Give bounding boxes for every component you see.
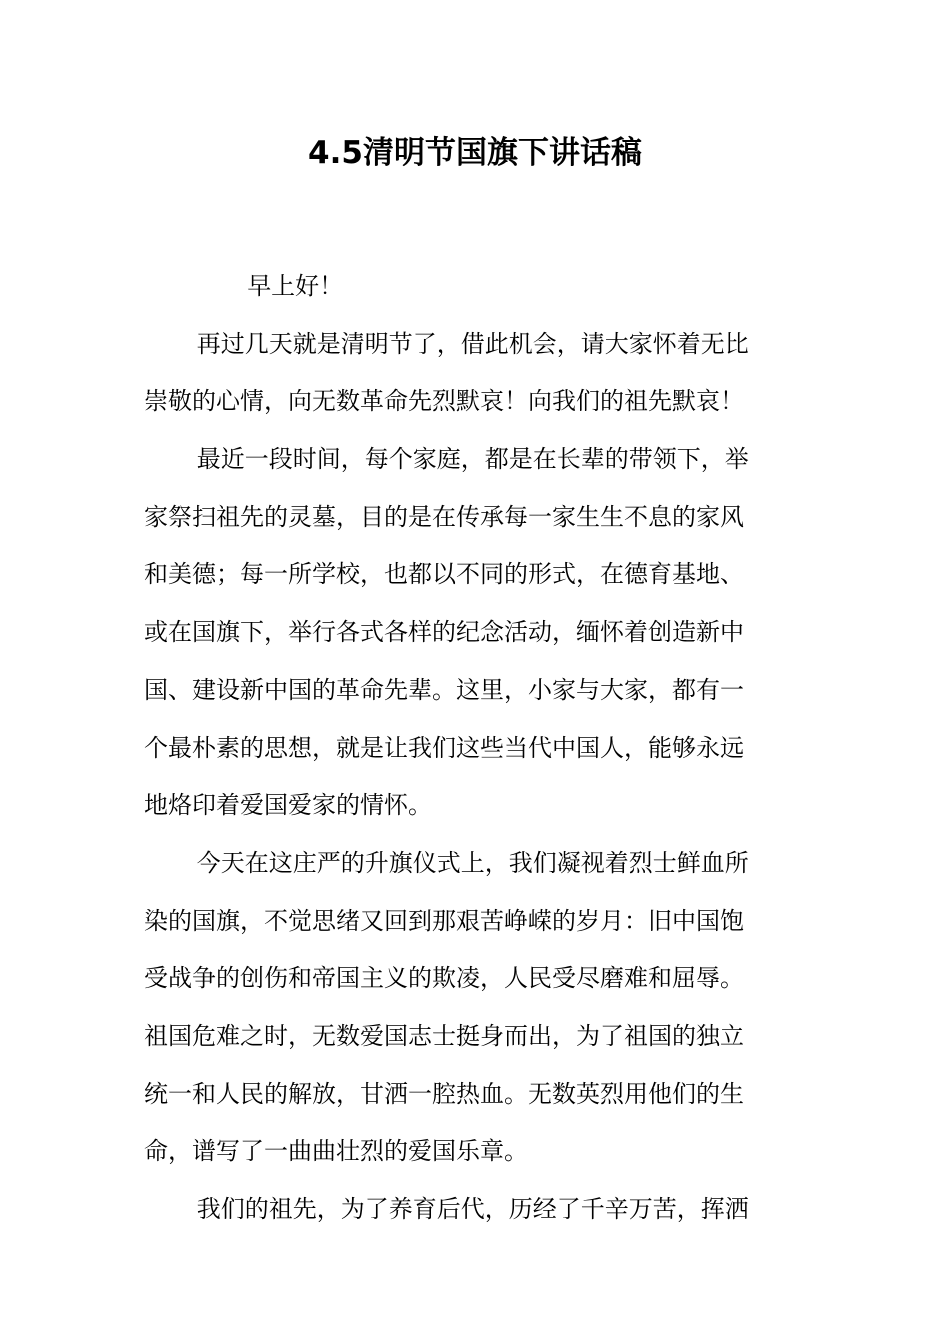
text-line: 早上好！ xyxy=(247,272,344,300)
text-line: 祖国危难之时，无数爱国志士挺身而出，为了祖国的独立 xyxy=(144,1021,744,1050)
paragraph-3 xyxy=(144,835,808,1181)
text-line: 今天在这庄严的升旗仪式上，我们凝视着烈士鲜血所 xyxy=(196,848,749,877)
text-line: 家祭扫祖先的灵墓，目的是在传承每一家生生不息的家风 xyxy=(144,502,744,531)
text-line: 地烙印着爱国爱家的情怀。 xyxy=(144,791,432,820)
greeting-paragraph xyxy=(144,258,808,316)
text-line: 或在国旗下，举行各式各样的纪念活动，缅怀着创造新中 xyxy=(144,618,744,647)
paragraph-1 xyxy=(144,316,808,431)
text-line: 个最朴素的思想，就是让我们这些当代中国人，能够永远 xyxy=(144,733,744,762)
text-line: 最近一段时间，每个家庭，都是在长辈的带领下，举 xyxy=(196,445,749,474)
document-body xyxy=(144,258,808,1239)
text-line: 国、建设新中国的革命先辈。这里，小家与大家，都有一 xyxy=(144,675,744,704)
text-line: 再过几天就是清明节了，借此机会，请大家怀着无比 xyxy=(196,329,749,358)
text-line: 命，谱写了一曲曲壮烈的爱国乐章。 xyxy=(144,1137,528,1166)
paragraph-4 xyxy=(144,1181,808,1239)
document-title: 4.5清明节国旗下讲话稿 xyxy=(308,135,642,171)
text-line: 受战争的创伤和帝国主义的欺凌，人民受尽磨难和屈辱。 xyxy=(144,964,744,993)
text-line: 统一和人民的解放，甘洒一腔热血。无数英烈用他们的生 xyxy=(144,1079,744,1108)
paragraph-2 xyxy=(144,431,808,835)
text-line: 我们的祖先，为了养育后代，历经了千辛万苦，挥洒 xyxy=(196,1195,749,1223)
text-line: 和美德；每一所学校，也都以不同的形式，在德育基地、 xyxy=(144,560,744,589)
text-line: 染的国旗，不觉思绪又回到那艰苦峥嵘的岁月：旧中国饱 xyxy=(144,906,744,935)
text-line: 崇敬的心情，向无数革命先烈默哀！向我们的祖先默哀！ xyxy=(144,387,744,416)
